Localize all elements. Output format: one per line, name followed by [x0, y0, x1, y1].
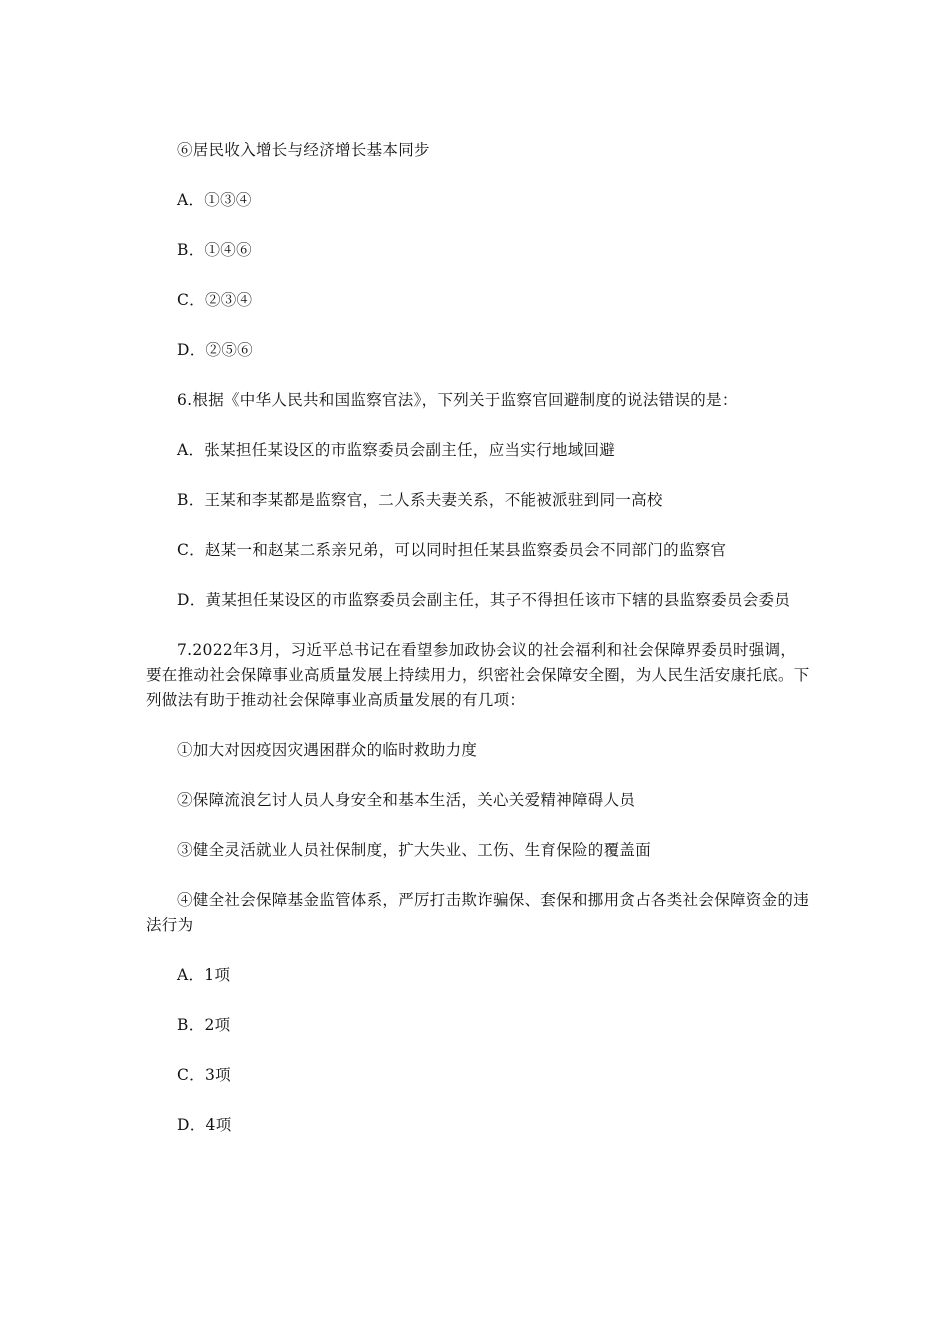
q7-item-1: ①加大对因疫因灾遇困群众的临时救助力度 — [177, 741, 478, 759]
q6-option-d: D．黄某担任某设区的市监察委员会副主任，其子不得担任该市下辖的县监察委员会委员 — [177, 591, 791, 609]
q7-item-3: ③健全灵活就业人员社保制度，扩大失业、工伤、生育保险的覆盖面 — [177, 841, 652, 859]
q6-option-b: B．王某和李某都是监察官，二人系夫妻关系，不能被派驻到同一高校 — [177, 491, 663, 509]
question-7: 7.2022年3月，习近平总书记在看望参加政协会议的社会福利和社会保障界委员时强调，要在推动社会保障事业高质量发展上持续用力，织密社会保障安全圈，为人民生活安康托底。下列做法有助于推动社会保障事业高质量发展的有几项： — [146, 641, 810, 709]
q5-option-d: D．②⑤⑥ — [177, 341, 253, 359]
q5-option-c: C．②③④ — [177, 291, 253, 309]
option-6-text: ⑥居民收入增长与经济增长基本同步 — [177, 141, 430, 159]
q7-item-4: ④健全社会保障基金监管体系，严厉打击欺诈骗保、套保和挪用贪占各类社会保障资金的违法行为 — [146, 891, 810, 934]
question-6: 6.根据《中华人民共和国监察官法》，下列关于监察官回避制度的说法错误的是： — [177, 391, 738, 409]
q7-option-d: D．4项 — [177, 1116, 232, 1134]
q7-item-2: ②保障流浪乞讨人员人身安全和基本生活，关心关爱精神障碍人员 — [177, 791, 636, 809]
q5-option-a: A．①③④ — [177, 191, 252, 209]
q5-option-b: B．①④⑥ — [177, 241, 252, 259]
q6-option-c: C．赵某一和赵某二系亲兄弟，可以同时担任某县监察委员会不同部门的监察官 — [177, 541, 727, 559]
q7-option-b: B．2项 — [177, 1016, 231, 1034]
q7-option-a: A．1项 — [177, 966, 231, 984]
q7-option-c: C．3项 — [177, 1066, 231, 1084]
document-page — [146, 138, 810, 1163]
q6-option-a: A．张某担任某设区的市监察委员会副主任，应当实行地域回避 — [177, 441, 616, 459]
